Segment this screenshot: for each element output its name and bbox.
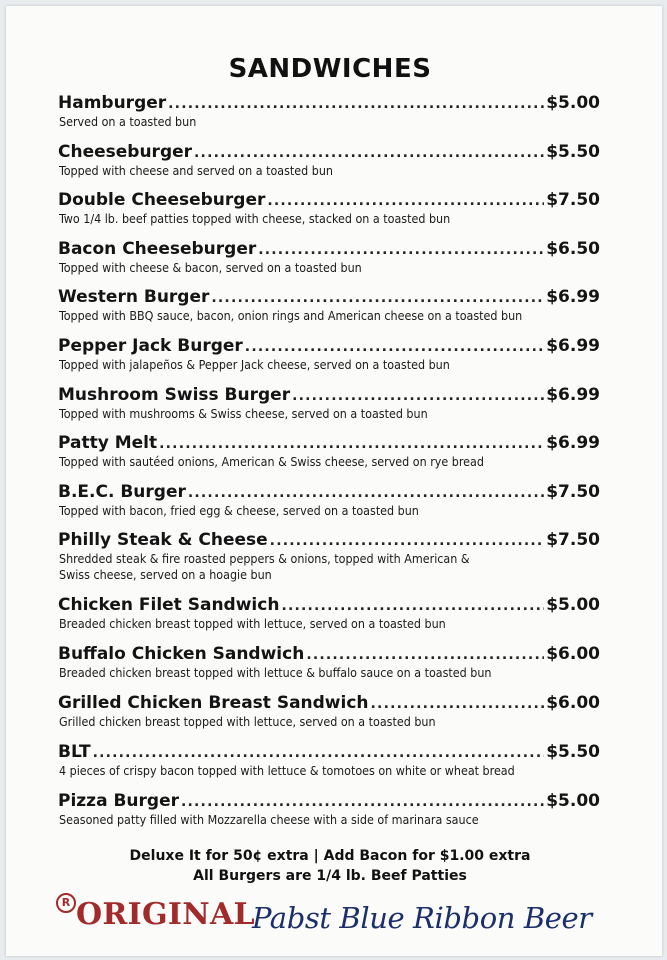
menu-item-price: $5.00	[546, 93, 600, 113]
menu-item-description: Topped with cheese & bacon, served on a toasted bun	[59, 259, 362, 275]
menu-item-name: Mushroom Swiss Burger	[58, 384, 291, 405]
menu-item-name: Buffalo Chicken Sandwich	[58, 644, 305, 665]
menu-item	[58, 286, 600, 335]
menu-item-price: $6.00	[546, 693, 600, 714]
menu-item-description: 4 pieces of crispy bacon topped with lettuce & tomotoes on white or wheat bread	[59, 763, 515, 779]
menu-item-description: Topped with bacon, fried egg & cheese, served on a toasted bun	[59, 502, 419, 518]
menu-item	[58, 481, 600, 530]
menu-item	[58, 141, 600, 190]
menu-item-name: Bacon Cheeseburger	[58, 238, 257, 259]
dot-leader	[258, 239, 544, 261]
menu-item-name: Patty Melt	[58, 433, 158, 454]
menu-item-name: Pepper Jack Burger	[58, 335, 243, 356]
dot-leader	[245, 336, 544, 358]
menu-item-description: Shredded steak & fire roasted peppers & onions, topped with American & Swiss cheese, served on a hoagie bun	[59, 551, 470, 583]
menu-item-price: $6.50	[546, 238, 600, 259]
menu-item-description: Breaded chicken breast topped with lettuce & buffalo sauce on a toasted bun	[59, 665, 492, 681]
menu-item-description: Topped with jalapeños & Pepper Jack cheese, served on a toasted bun	[59, 356, 450, 372]
menu-item	[58, 384, 600, 433]
menu-item-name: B.E.C. Burger	[58, 481, 186, 502]
menu-item	[58, 692, 600, 741]
menu-item-name: Western Burger	[58, 287, 210, 308]
menu-item-name: Hamburger	[58, 93, 167, 113]
dot-leader	[267, 190, 544, 212]
brand-logo	[56, 893, 616, 947]
menu-item-name: Double Cheeseburger	[58, 190, 266, 211]
menu-item-price: $5.50	[546, 141, 600, 162]
menu-item-description: Two 1/4 lb. beef patties topped with cheese, stacked on a toasted bun	[59, 211, 451, 227]
menu-item-price: $7.50	[546, 530, 600, 551]
dot-leader	[306, 644, 544, 666]
dot-leader	[194, 142, 544, 164]
menu-item-price: $6.99	[546, 433, 600, 454]
menu-item-description: Topped with sautéed onions, American & Swiss cheese, served on rye bread	[59, 454, 484, 470]
menu-item	[58, 432, 600, 481]
menu-item-name: Grilled Chicken Breast Sandwich	[58, 693, 369, 714]
dot-leader	[270, 530, 545, 552]
menu-item	[58, 335, 600, 384]
menu-item-price: $6.99	[546, 335, 600, 356]
menu-item	[58, 92, 600, 141]
brand-script-wordmark: Pabst Blue Ribbon Beer	[252, 901, 592, 935]
dot-leader	[211, 287, 544, 309]
menu-item-price: $6.99	[546, 287, 600, 308]
menu-item-list	[58, 92, 600, 839]
menu-item	[58, 529, 600, 594]
dot-leader	[93, 742, 545, 764]
menu-item-description: Topped with cheese and served on a toasted bun	[59, 162, 333, 178]
menu-item-name: Pizza Burger	[58, 791, 179, 812]
menu-item-description: Breaded chicken breast topped with lettuce, served on a toasted bun	[59, 616, 446, 632]
registered-mark-icon: R	[56, 893, 76, 913]
menu-item	[58, 790, 600, 839]
footer-extras-line: Deluxe It for 50¢ extra | Add Bacon for $1.00 extra	[129, 848, 531, 864]
menu-item-description: Topped with mushrooms & Swiss cheese, served on a toasted bun	[59, 405, 428, 421]
menu-item	[58, 643, 600, 692]
menu-item-description: Topped with BBQ sauce, bacon, onion rings and American cheese on a toasted bun	[59, 308, 523, 324]
menu-item	[58, 189, 600, 238]
menu-item-description: Served on a toasted bun	[59, 114, 197, 129]
footer-patties-line: All Burgers are 1/4 lb. Beef Patties	[193, 868, 467, 884]
dot-leader	[281, 595, 544, 617]
menu-item-price: $7.50	[546, 190, 600, 211]
menu-item-description: Seasoned patty filled with Mozzarella cheese with a side of marinara sauce	[59, 812, 479, 828]
menu-item-name: Cheeseburger	[58, 141, 193, 162]
dot-leader	[181, 791, 544, 813]
dot-leader	[292, 385, 544, 407]
menu-item	[58, 594, 600, 643]
menu-item	[58, 741, 600, 790]
menu-item-name: Philly Steak & Cheese	[58, 530, 268, 551]
menu-item-description: Grilled chicken breast topped with lettuce, served on a toasted bun	[59, 714, 436, 730]
menu-item-price: $5.00	[546, 791, 600, 812]
dot-leader	[159, 433, 544, 455]
dot-leader	[188, 482, 544, 504]
menu-item-price: $5.50	[546, 742, 600, 763]
menu-item-price: $6.00	[546, 644, 600, 665]
menu-item-price: $5.00	[546, 595, 600, 616]
dot-leader	[168, 93, 544, 115]
menu-item-price: $6.99	[546, 384, 600, 405]
menu-title: SANDWICHES	[228, 54, 432, 84]
menu-item	[58, 238, 600, 287]
menu-item-name: BLT	[58, 742, 91, 763]
menu-item-price: $7.50	[546, 481, 600, 502]
menu-item-name: Chicken Filet Sandwich	[58, 595, 280, 616]
brand-original-wordmark: ORIGINAL	[76, 897, 255, 932]
dot-leader	[371, 693, 545, 715]
menu-footer	[0, 846, 660, 886]
